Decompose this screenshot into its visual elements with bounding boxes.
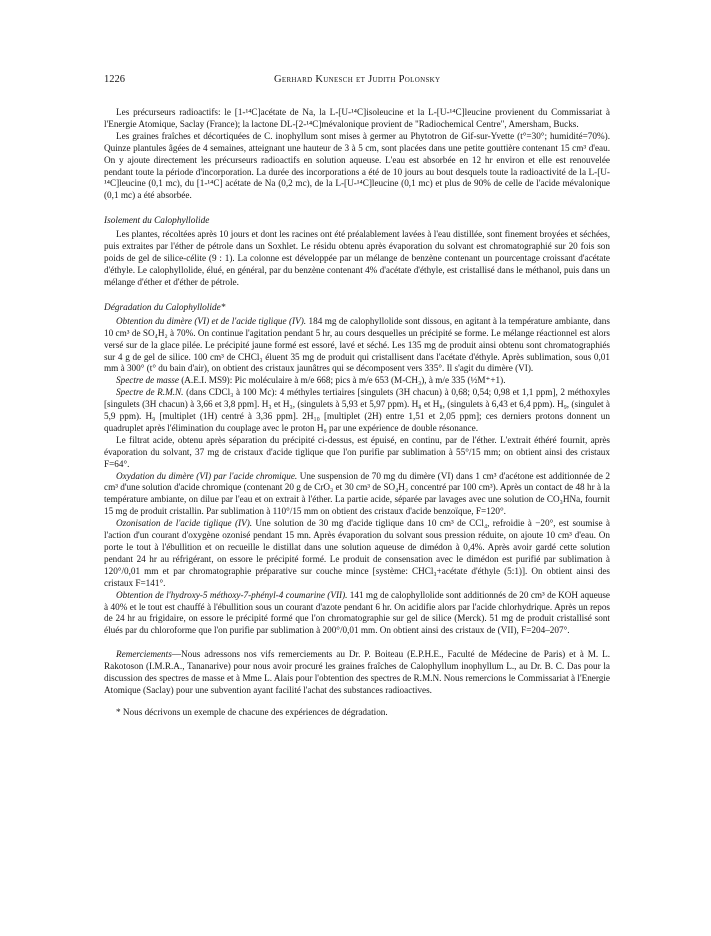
paragraph-body: Une suspension de 70 mg du dimère (VI) dans 1 cm³ d'acétone est additionnée de 2 cm³ d'une solution d'acide chromique (contenant 20 g de CrO₃ et 30 cm³ de SO₄H₂ concentré par 100 cm³). Après un contact de 48 hr à la température ambiante, on dilue par l'eau et on extrait à l'éther. La partie acide, séparée par lavages avec une solution de CO₃HNa, fournit 15 mg de produit cristallin. Par sublimation à 110°/15 mm on obtient des cristaux d'acide benzoïque, F=120°. [104, 470, 610, 517]
paragraph-filtrat: Le filtrat acide, obtenu après séparation du précipité ci-dessus, est épuisé, en continu, par de l'éther. L'extrait éthéré fournit, après évaporation du solvant, 37 mg de cristaux d'acide tiglique que l'on purifie par sublimation à 55°/15 mm; on obtient ainsi des cristaux F=64°. [104, 434, 610, 469]
paragraph-body: (A.E.I. MS9): Pic moléculaire à m/e 668; pics à m/e 653 (M-CH₃), à m/e 335 (½M⁺+1). [178, 375, 506, 386]
paragraph-dimere [104, 316, 610, 376]
paragraph-lead: Obtention de l'hydroxy-5 méthoxy-7-phényl-4 coumarine (VII). [116, 589, 348, 600]
section-heading-degradation: Dégradation du Calophyllolide* [104, 302, 226, 313]
footnote: * Nous décrivons un exemple de chacune des expériences de dégradation. [116, 706, 388, 717]
paragraph-body: 184 mg de calophyllolide sont dissous, en agitant à la température ambiante, dans 10 cm³ de SO₄H₂ à 70%. On continue l'agitation pendant 5 hr, au cours desquelles un précipité se forme. Le mélange réactionnel est alors versé sur de la glace pilée. Le précipité jaune formé est essoré, lavé et séché. Les 135 mg de produit ainsi obtenu sont chromatographiés sur 4 g de gel de silice. 100 cm³ de CHCl₃ éluent 35 mg de produit qui cristallisent dans l'acétate d'éthyle. Après sublimation, sous 0,01 mm à 300° (t° du bain d'air), on obtient des cristaux jaunâtres qui se décomposent vers 335°. Il s'agit du dimère (VI). [104, 315, 610, 374]
paragraph-body: (dans CDCl₃ à 100 Mc): 4 méthyles tertiaires [singulets (3H chacun) à 0,68; 0,54; 0,98 et 1,1 ppm], 2 méthoxyles [singulets (3H chacun) à 3,66 et 3,8 ppm]. H₃ et H₃, (singulets à 5,93 et 5,97 ppm). H₈ et H₈, (singulets à 6,43 et 6,4 ppm). H₉, (singulet à 5,9 ppm). H₉ [multiplet (1H) centré à 3,36 ppm]. 2H₁₀ [multiplet (2H) entre 1,51 et 2,05 ppm]; ces derniers protons donnent un quadruplet après l'élimination du couplage avec le proton H₉ par une expérience de double résonance. [104, 387, 610, 433]
paragraph-lead: Spectre de masse [116, 375, 179, 386]
acknowledgements-lead: Remerciements [116, 649, 172, 660]
paragraph-ozonisation [104, 518, 610, 589]
paragraph-isolement: Les plantes, récoltées après 10 jours et dont les racines ont été préalablement lavées à l'eau distillée, sont finement broyées et séchées, puis extraites par l'éther de pétrole dans un Soxhlet. Le résidu obtenu après évaporation du solvant est chromatographié sur 20 fois son poids de gel de silice-célite (9 : 1). La colonne est développée par un mélange de benzène contenant un pourcentage croissant d'acétate d'éthyle. Le calophyllolide, élué, en général, par du benzène contenant 4% d'acétate d'éthyle, est cristallisé dans le méthanol, puis dans un mélange d'éther et d'éther de pétrole. [104, 229, 610, 287]
paragraph-coumarine [104, 590, 610, 638]
paragraph-germination: Les graines fraîches et décortiquées de C. inophyllum sont mises à germer au Phytotron de Gif-sur-Yvette (t°=30°; humidité=70%). Quinze plantules âgées de 4 semaines, atteignant une hauteur de 3 à 5 cm, sont placées dans une petite gouttière contenant 15 cm³ d'eau. On y ajoute directement les précurseurs radioactifs en solution aqueuse. L'eau est absorbée en 12 hr environ et elle est renouvelée pendant toute la période d'incorporation. La durée des incorporations a été de 10 jours au bout desquels toute la radioactivité de la L-[U-¹⁴C]leucine (0,1 mc), du [1-¹⁴C] acétate de Na (0,2 mc), de la L-[U-¹⁴C]leucine (0,1 mc) et plus de 90% de celle de l'acide mévalonique (0,1 mc) a été absorbée. [104, 130, 610, 201]
section-heading-isolement: Isolement du Calophyllolide [104, 216, 210, 227]
acknowledgements-body: —Nous adressons nos vifs remerciements au Dr. P. Boiteau (E.P.H.E., Faculté de Médecine de Paris) et à M. L. Rakotoson (I.M.R.A., Tananarive) pour nous avoir procuré les graines fraîches de Calophyllum inophyllum L., au Dr. B. C. Das pour la discussion des spectres de masse et à Mme L. Alais pour l'obtention des spectres de R.M.N. Nous remercions le Commissariat à l'Energie Atomique (Saclay) pour une subvention ayant facilité l'achat des substances radioactives. [104, 649, 610, 695]
page-number: 1226 [104, 74, 125, 85]
paragraph-mass-spectrum [104, 375, 610, 387]
paragraph-lead: Oxydation du dimère (VI) par l'acide chromique. [116, 470, 298, 481]
paragraph-nmr-spectrum [104, 387, 610, 435]
running-header [104, 74, 610, 92]
paragraph-lead: Obtention du dimère (VI) et de l'acide tiglique (IV). [116, 315, 307, 326]
paragraph-oxydation [104, 471, 610, 519]
paragraph-lead: Ozonisation de l'acide tiglique (IV). [116, 518, 253, 529]
paragraph-acknowledgements [104, 649, 610, 697]
paragraph-body: Une solution de 30 mg d'acide tiglique dans 10 cm³ de CCl₄, refroidie à −20°, est soumise à l'action d'un courant d'oxygène ozonisé pendant 15 mn. Après évaporation du solvant sous pression réduite, on ajoute 10 cm³ d'eau. On porte le tout à l'ébullition et on recueille le distillat dans une solution aqueuse de dimédon à 0,4%. Après avoir gardé cette solution pendant 24 hr au réfrigérant, on essore le précipité formé. Le produit de consensation avec le dimédon est purifié par sublimation à 120°/0,01 mm et par chromatographie préparative sur couche mince [système: CHCl₃+acétate d'éthyle (5:1)]. On obtient ainsi des cristaux F=141°. [104, 518, 610, 588]
running-head-authors: Gerhard Kunesch et Judith Polonsky [274, 74, 441, 85]
page [104, 74, 610, 718]
paragraph-body: 141 mg de calophyllolide sont additionnés de 20 cm³ de KOH aqueuse à 40% et le tout est chauffé à l'ébullition sous un courant d'azote pendant 6 hr. On acidifie alors par l'acide chlorhydrique. Après un repos de 24 hr au frigidaire, on essore le précipité formé que l'on chromatographie sur gel de silice (Merck). 51 mg de produit cristallisé sont élués par du chloroforme que l'on purifie par sublimation à 200°/0,01 mm. On obtient ainsi des cristaux de (VII), F=204–207°. [104, 589, 610, 636]
paragraph-lead: Spectre de R.M.N. [116, 387, 184, 398]
paragraph-precursors: Les précurseurs radioactifs: le [1-¹⁴C]acétate de Na, la L-[U-¹⁴C]isoleucine et la L-[U-¹⁴C]leucine provienent du Commissariat à l'Energie Atomique, Saclay (France); la lactone DL-[2-¹⁴C]mévalonique provient de "Radiochemical Centre", Amersham, Bucks. [104, 107, 610, 129]
spacer [104, 637, 610, 649]
